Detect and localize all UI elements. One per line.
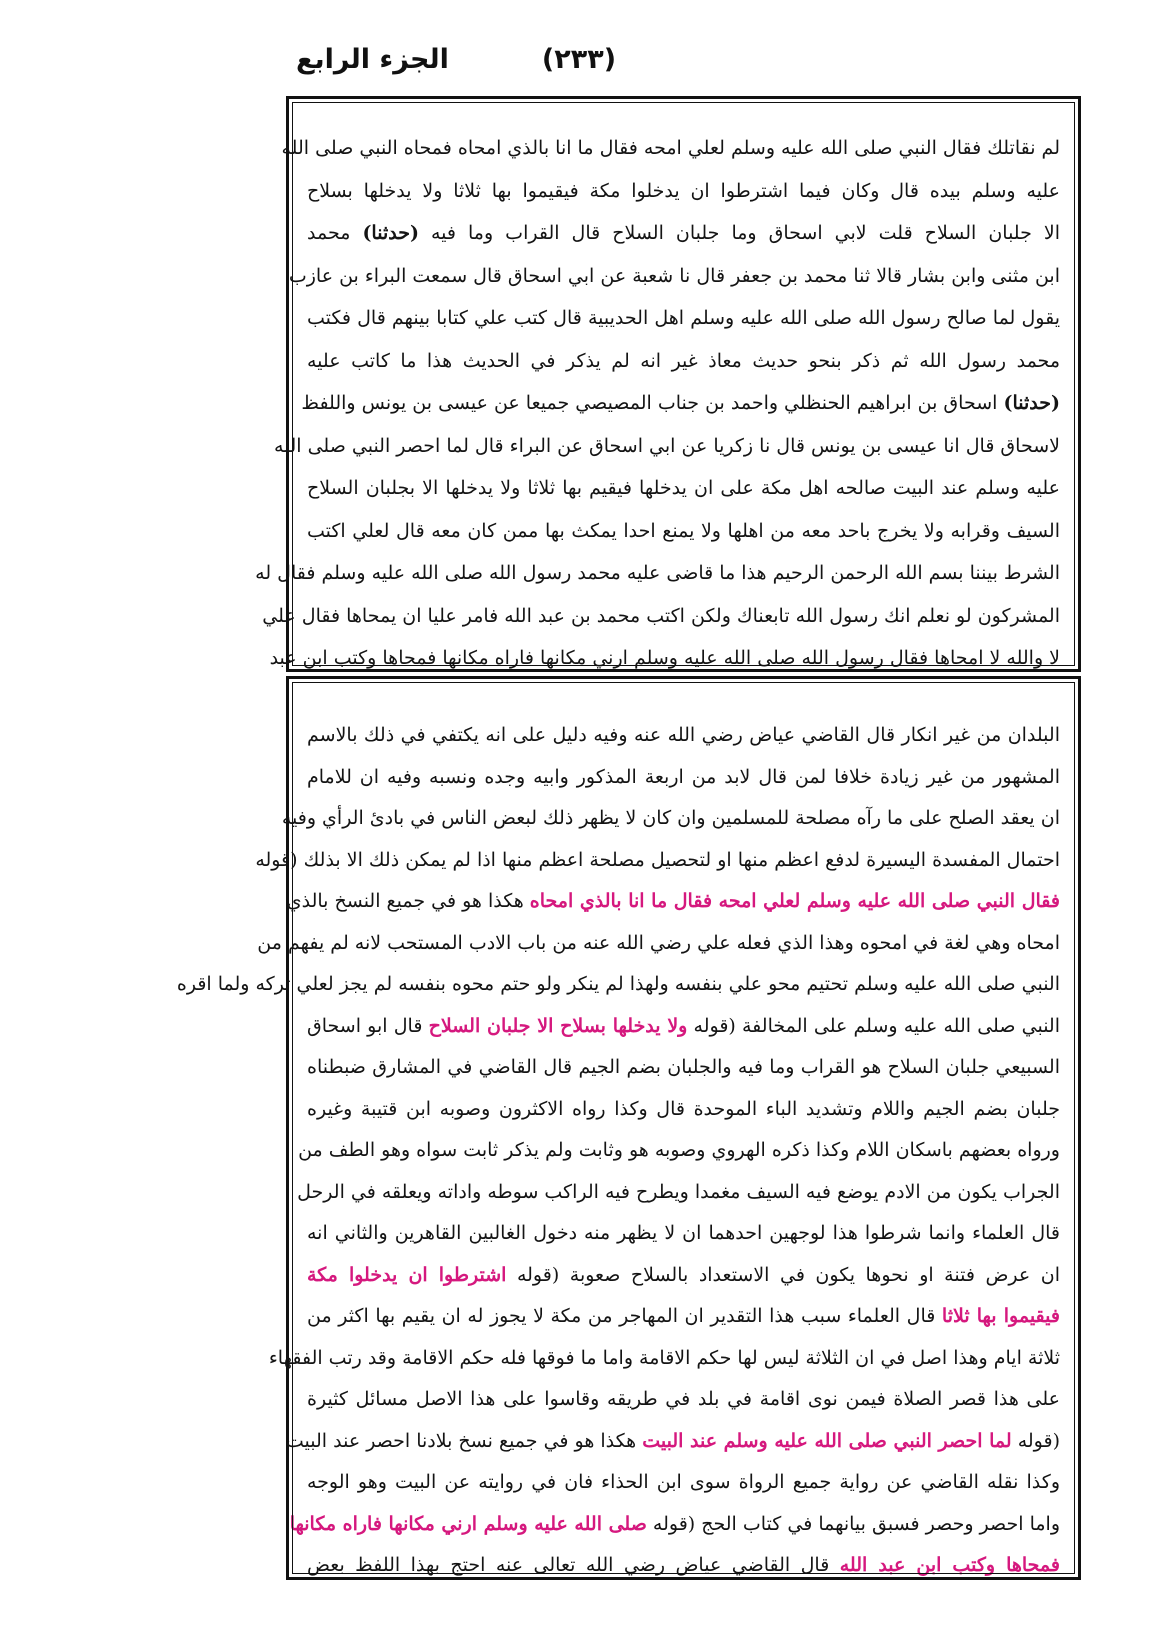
text-segment: عليه وسلم بيده قال وكان فيما اشترطوا ان يدخلوا مكة فيقيموا بها ثلاثا ولا يدخلها بسلاح bbox=[307, 179, 1060, 202]
text-segment: قال ابو اسحاق bbox=[307, 1014, 429, 1037]
hadith-line bbox=[269, 637, 1060, 680]
hadith-line bbox=[301, 382, 1060, 425]
text-segment: قال العلماء سبب هذا التقدير ان المهاجر من مكة لا يجوز له ان يقيم بها اكثر من bbox=[307, 1305, 942, 1327]
commentary-line bbox=[285, 1421, 1060, 1463]
text-segment: المشهور من غير زيادة خلافا لمن قال لابد من اربعة المذكور وابيه وجده ونسبه وفيه ان للامام bbox=[307, 765, 1060, 788]
commentary-line bbox=[257, 923, 1060, 965]
text-segment: ثلاثة ايام وهذا اصل في ان الثلاثة ليس لها حكم الاقامة واما ما فوقها فله حكم الاقامة وقد رتب الفقهاء bbox=[268, 1346, 1060, 1369]
commentary-line bbox=[307, 1462, 1060, 1504]
commentary-line bbox=[281, 798, 1060, 840]
commentary-line bbox=[297, 1172, 1060, 1214]
text-segment: اسحاق بن ابراهيم الحنظلي واحمد بن جناب المصيصي جميعا عن عيسى بن يونس واللفظ bbox=[301, 392, 1004, 414]
commentary-line bbox=[307, 1296, 1060, 1338]
hadith-line bbox=[274, 425, 1060, 468]
text-segment: البلدان من غير انكار قال القاضي عياض رضي الله عنه وفيه دليل على انه يكتفي في ذلك بالاسم bbox=[307, 724, 1060, 746]
text-segment: على هذا قصر الصلاة فيمن نوى اقامة في بلد في طريقه وقاسوا على هذا الاصل مسائل كثيرة bbox=[307, 1388, 1060, 1410]
text-segment: (قوله bbox=[1011, 1429, 1060, 1452]
commentary-line bbox=[176, 964, 1060, 1006]
text-segment: عليه وسلم عند البيت صالحه اهل مكة على ان يدخلها فيقيم بها ثلاثا ولا يدخلها الا بجلبان السلاح bbox=[307, 477, 1060, 499]
commentary-line bbox=[298, 1130, 1060, 1172]
text-segment: قال العلماء وانما شرطوا هذا لوجهين احدهما ان لا يظهر منه دخول الغالبين القاهرين والثاني انه bbox=[307, 1222, 1060, 1244]
page-number: (٢٣٣) bbox=[541, 44, 617, 75]
text-segment: ان يعقد الصلح على ما رآه مصلحة للمسلمين وان كان لا يظهر ذلك لبعض الناس في بادئ الرأي وفيه bbox=[281, 807, 1060, 829]
text-segment: محمد رسول الله ثم ذكر بنحو حديث معاذ غير انه لم يذكر في الحديث هذا ما كاتب عليه bbox=[307, 349, 1060, 372]
quoted-matn-segment: لما احصر النبي صلى الله عليه وسلم عند البيت bbox=[642, 1429, 1012, 1452]
commentary-line bbox=[307, 1047, 1060, 1089]
part-title: الجزء الرابع bbox=[296, 44, 449, 75]
text-segment: امحاه وهي لغة في امحوه وهذا الذي فعله علي رضي الله عنه من باب الادب المستحب لانه لم يفهم من bbox=[257, 931, 1060, 954]
hadith-text-frame bbox=[255, 96, 1081, 672]
commentary-text bbox=[176, 715, 1061, 1587]
commentary-line bbox=[307, 1213, 1060, 1255]
text-segment: هكذا هو في جميع نسخ بلادنا احصر عند البيت bbox=[285, 1429, 643, 1452]
haddathana-marker: (حدثنا) bbox=[362, 222, 419, 244]
commentary-line bbox=[307, 1379, 1060, 1421]
hadith-line bbox=[262, 595, 1060, 638]
commentary-line bbox=[307, 757, 1060, 799]
hadith-line bbox=[307, 340, 1060, 383]
text-segment: ورواه بعضهم باسكان اللام وكذا ذكره الهروي وصوبه هو وثابت ولم يذكر ثابت سواه وهو الطف من bbox=[298, 1139, 1060, 1161]
commentary-line bbox=[307, 1006, 1060, 1048]
quoted-matn-segment: ولا يدخلها بسلاح الا جلبان السلاح bbox=[428, 1014, 688, 1037]
text-segment: قال القاضي عياض رضي الله تعالى عنه احتج بهذا اللفظ بعض bbox=[307, 1554, 840, 1576]
text-segment: الشرط بيننا بسم الله الرحمن الرحيم هذا ما قاضى عليه محمد رسول الله صلى الله عليه وسلم فقال له bbox=[255, 562, 1060, 584]
text-segment: محمد bbox=[307, 222, 363, 244]
quoted-matn-segment: فيقيموا بها ثلاثا bbox=[941, 1305, 1060, 1327]
commentary-line bbox=[307, 1255, 1060, 1297]
text-segment: المشركون لو نعلم انك رسول الله تابعناك ولكن اكتب محمد بن عبد الله فامر عليا ان يمحاها فقال علي bbox=[262, 604, 1060, 627]
text-segment: الجراب يكون من الادم يوضع فيه السيف مغمدا ويطرح فيه الراكب سوطه واداته ويعلقه في الرحل bbox=[297, 1180, 1060, 1203]
quoted-matn-segment: اشترطوا ان يدخلوا مكة bbox=[307, 1263, 507, 1286]
text-segment: ابن مثنى وابن بشار قالا ثنا محمد بن جعفر قال نا شعبة عن ابي اسحاق قال سمعت البراء بن عازب bbox=[288, 264, 1060, 287]
hadith-line bbox=[307, 297, 1060, 340]
hadith-line bbox=[307, 212, 1060, 255]
text-segment: جلبان بضم الجيم واللام وتشديد الباء الموحدة قال وكذا رواه الاكثرون وصوبه ابن قتيبة وغيره bbox=[307, 1097, 1060, 1120]
text-segment: يقول لما صالح رسول الله صلى الله عليه وسلم اهل الحديبية قال كتب علي كتابا بينهم قال فكتب bbox=[307, 307, 1060, 329]
hadith-line bbox=[281, 127, 1060, 170]
hadith-text bbox=[255, 127, 1060, 680]
hadith-line bbox=[255, 552, 1060, 595]
text-segment: النبي صلى الله عليه وسلم تحتيم محو علي بنفسه ولهذا لم ينكر ولو حتم محوه بنفسه لم يجز لعلي تركه ولما اقره bbox=[176, 973, 1060, 995]
text-segment: احتمال المفسدة اليسيرة لدفع اعظم منها او لتحصيل مصلحة اعظم منها اذا لم يمكن ذلك الا بذلك (قوله bbox=[255, 848, 1060, 871]
commentary-line bbox=[307, 1089, 1060, 1131]
commentary-text-frame bbox=[176, 676, 1081, 1580]
text-segment: هكذا هو في جميع النسخ بالذي bbox=[286, 890, 530, 912]
hadith-line bbox=[307, 467, 1060, 510]
hadith-line bbox=[307, 510, 1060, 553]
quoted-matn-segment: فقال النبي صلى الله عليه وسلم لعلي امحه فقال ما انا بالذي امحاه bbox=[529, 890, 1060, 912]
text-segment: السبيعي جلبان السلاح هو القراب وما فيه والجلبان بضم الجيم قال القاضي في المشارق ضبطناه bbox=[307, 1056, 1060, 1078]
hadith-line bbox=[307, 170, 1060, 213]
commentary-line bbox=[307, 1545, 1060, 1587]
text-segment: لم نقاتلك فقال النبي صلى الله عليه وسلم لعلي امحه فقال ما انا بالذي امحاه فمحاه النبي صلى الله bbox=[281, 137, 1060, 159]
commentary-line bbox=[286, 881, 1060, 923]
haddathana-marker: (حدثنا) bbox=[1003, 392, 1060, 414]
text-segment: وكذا نقله القاضي عن رواية جميع الرواة سوى ابن الحذاء فان في روايته عن البيت وهو الوجه bbox=[307, 1471, 1060, 1493]
quoted-matn-segment: صلى الله عليه وسلم ارني مكانها فاراه مكانها bbox=[289, 1512, 647, 1535]
commentary-line bbox=[255, 840, 1060, 882]
text-segment: السيف وقرابه ولا يخرج باحد معه من اهلها ولا يمنع احدا يمكث بها ممن كان معه قال لعلي اكتب bbox=[307, 519, 1060, 542]
hadith-line bbox=[288, 255, 1060, 298]
text-segment: لا والله لا امحاها فقال رسول الله صلى الله عليه وسلم ارني مكانها فاراه مكانها فمحاها وكتب ابن عبد bbox=[269, 647, 1060, 669]
commentary-line bbox=[289, 1504, 1060, 1546]
text-segment: ان عرض فتنة او نحوها يكون في الاستعداد بالسلاح صعوبة (قوله bbox=[506, 1263, 1060, 1286]
text-segment: الا جلبان السلاح قلت لابي اسحاق وما جلبان السلاح قال القراب وما فيه bbox=[418, 222, 1060, 244]
commentary-line bbox=[307, 715, 1060, 757]
commentary-line bbox=[268, 1338, 1060, 1380]
text-segment: النبي صلى الله عليه وسلم على المخالفة (قوله bbox=[687, 1014, 1061, 1037]
text-segment: لاسحاق قال انا عيسى بن يونس قال نا زكريا عن ابي اسحاق عن البراء قال لما احصر النبي صلى الله bbox=[274, 434, 1060, 457]
text-segment: واما احصر وحصر فسبق بيانهما في كتاب الحج (قوله bbox=[646, 1512, 1060, 1535]
quoted-matn-segment: فمحاها وكتب ابن عبد الله bbox=[839, 1554, 1061, 1576]
